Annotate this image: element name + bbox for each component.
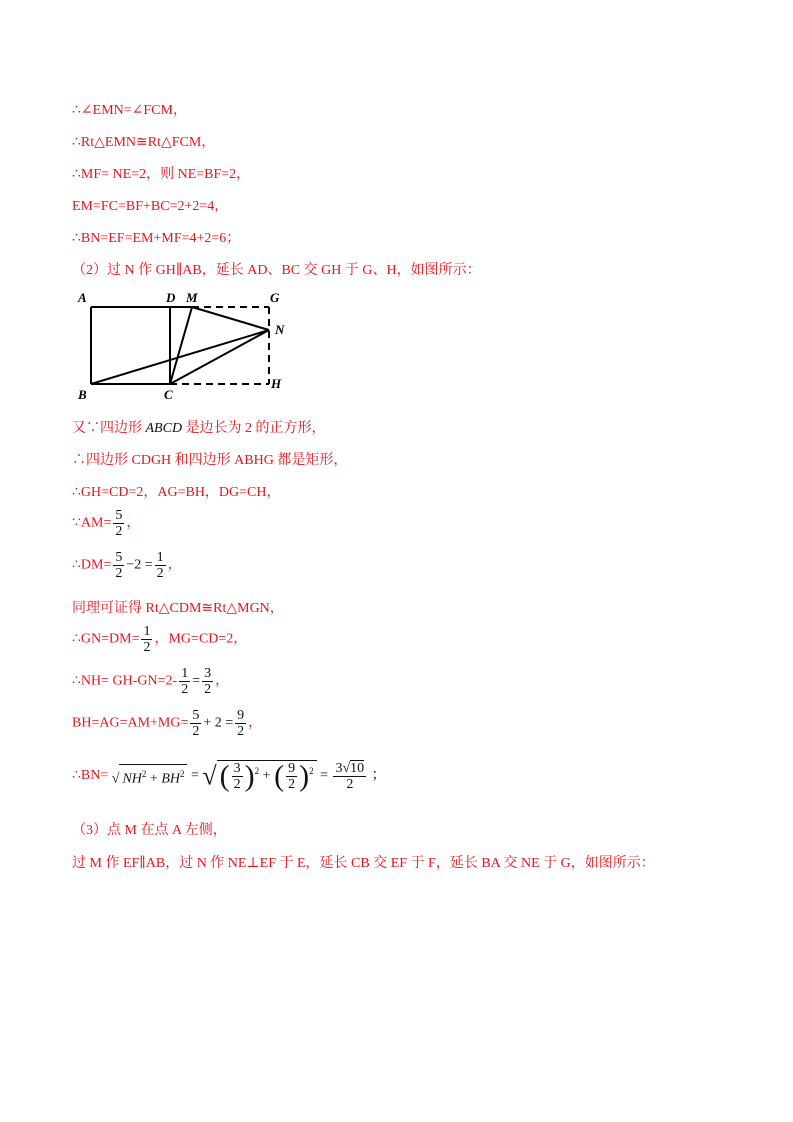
text-line-10 (72, 508, 140, 539)
fraction-1-2: $\frac{1}{2}$ (181, 666, 189, 697)
equals: = (190, 768, 199, 784)
fraction-5-2: $\frac{5}{2}$ (115, 550, 123, 581)
line7-suffix: 是边长为 2 的正方形， (182, 421, 326, 436)
comma: ， (167, 557, 182, 573)
text-line-18: 过 M 作 EF∥AB，过 N 作 NE⊥EF 于 E，延长 CB 交 EF 于 F，延长 BA 交 NE 于 G，如图所示： (72, 856, 655, 871)
segment-BN (91, 330, 269, 384)
label-C: C (164, 387, 173, 402)
segment-CM (170, 307, 192, 384)
text-line-2: ∴Rt△EMN≅Rt△FCM， (72, 135, 216, 150)
text-line-14 (72, 666, 229, 697)
fraction-5-2: $\frac{5}{2}$ (115, 508, 123, 539)
label-M: M (186, 290, 198, 305)
text-line-3: ∴MF= NE=2，则 NE=BF=2， (72, 167, 251, 182)
plus-two-equals: + 2 = (203, 715, 234, 731)
gn-label: ∴GN=DM= (72, 631, 140, 647)
label-D: D (166, 290, 176, 305)
bh-label: BH=AG=AM+MG= (72, 715, 189, 731)
fraction-5-2: $\frac{5}{2}$ (192, 708, 200, 739)
fraction-1-2: $\frac{1}{2}$ (156, 550, 164, 581)
segment-CN (170, 330, 269, 384)
equals: = (192, 673, 201, 689)
text-line-17: （3）点 M 在点 A 左侧， (72, 823, 227, 838)
text-line-8: ∴四边形 CDGH 和四边形 ABHG 都是矩形， (72, 453, 348, 468)
text-line-16 (72, 760, 386, 810)
text-line-15 (72, 708, 262, 739)
square-figure (72, 288, 292, 404)
comma: ， (248, 715, 263, 731)
line7-prefix: 又∵四边形 (72, 421, 146, 436)
text-line-9: ∴GH=CD=2，AG=BH，DG=CH， (72, 485, 281, 500)
square-name: ABCD (145, 421, 183, 436)
fraction-9-2: $\frac{9}{2}$ (237, 708, 245, 739)
comma: ， (215, 673, 230, 689)
semicolon: ； (371, 768, 386, 784)
bn-label: ∴BN= (72, 768, 109, 784)
label-G: G (270, 290, 280, 305)
nh-label: ∴NH= GH-GN=2- (72, 673, 178, 689)
fraction-1-2: $\frac{1}{2}$ (143, 624, 151, 655)
text-line-4: EM=FC=BF+BC=2+2=4， (72, 199, 229, 214)
label-N: N (275, 322, 285, 337)
label-B: B (78, 387, 87, 402)
equals: = (320, 768, 328, 784)
comma: ， (126, 515, 141, 531)
am-label: ∵AM= (72, 515, 112, 531)
fraction-3sqrt10-2: $\frac{3√10}{2}$ (335, 760, 365, 792)
text-line-7 (72, 420, 326, 438)
segment-MN (192, 307, 269, 330)
mg-text: ，MG=CD=2， (154, 631, 248, 647)
label-H: H (271, 376, 282, 391)
sqrt-nh2-bh2: √ $NH^2 + BH^2$ (112, 764, 188, 789)
text-line-5: ∴BN=EF=EM+MF=4+2=6； (72, 231, 241, 246)
text-line-6: （2）过 N 作 GH∥AB，延长 AD、BC 交 GH 于 G、H，如图所示： (72, 263, 481, 278)
text-line-12: 同理可证得 Rt△CDM≅Rt△MGN， (72, 601, 284, 616)
sqrt-sum-squares: √ ( $\frac{3}{2}$ )$^2$ + ( $\frac{9}{2}$ )$^2$ (202, 760, 316, 792)
minus-two-equals: −2 = (126, 557, 153, 573)
dm-label: ∴DM= (72, 557, 112, 573)
text-line-11 (72, 550, 182, 581)
label-A: A (78, 290, 87, 305)
fraction-3-2: $\frac{3}{2}$ (204, 666, 212, 697)
text-line-1: ∴∠EMN=∠FCM， (72, 103, 187, 118)
text-line-13 (72, 624, 247, 655)
